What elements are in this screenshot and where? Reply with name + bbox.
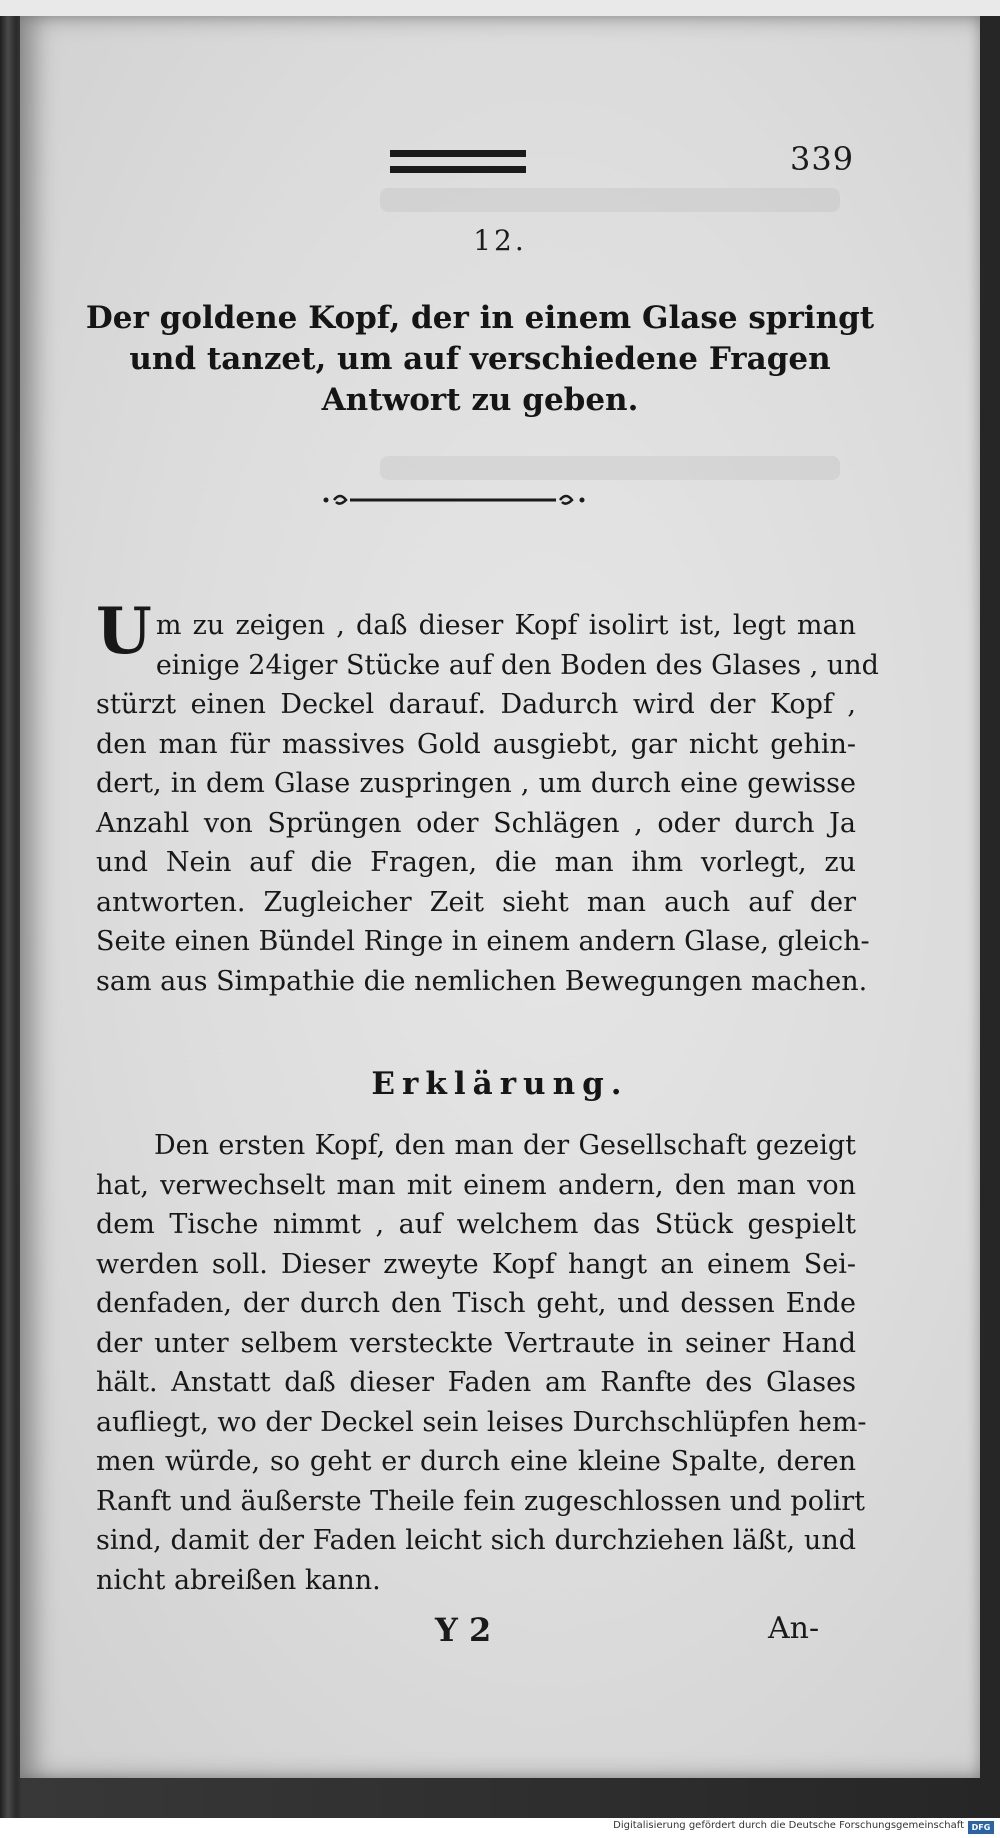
catchword: An- [768, 1611, 820, 1646]
paragraph-intro [96, 594, 879, 1001]
text-line: men würde, so geht er durch eine kleine Spalte, deren [96, 1446, 856, 1477]
text-line: der unter selbem versteckte Vertraute in seiner Hand [96, 1327, 856, 1359]
text-line: dert, in dem Glase zuspringen , um durch eine gewisse [96, 768, 856, 799]
text-line: hält. Anstatt daß dieser Faden am Ranfte des Glases [96, 1367, 856, 1398]
digitization-footer [0, 1818, 1000, 1838]
chapter-heading: Der goldene Kopf, der in einem Glase springt und tanzet, um auf verschiedene Fragen Antwort zu geben. [85, 300, 875, 418]
text-line: sind, damit der Faden leicht sich durchziehen läßt, und [96, 1525, 856, 1556]
paragraph-explanation [96, 1126, 867, 1600]
text-line: Anzahl von Sprüngen oder Schlägen , oder durch Ja [96, 807, 856, 839]
footer-credit: Digitalisierung gefördert durch die Deutsche Forschungsgemeinschaft [613, 1820, 964, 1831]
show-through [380, 456, 840, 480]
text-line: den man für massives Gold ausgiebt, gar nicht gehin- [96, 728, 856, 760]
text-line: einige 24iger Stücke auf den Boden des Glases , und [155, 649, 879, 681]
show-through [380, 188, 840, 212]
text-line: stürzt einen Deckel darauf. Dadurch wird der Kopf , [96, 689, 856, 720]
header-rule [390, 150, 526, 157]
ornament-divider [320, 488, 590, 512]
signature-mark: Y 2 [435, 1611, 492, 1649]
text-line: aufliegt, wo der Deckel sein leises Durchschlüpfen hem- [96, 1406, 867, 1438]
text-line: hat, verwechselt man mit einem andern, den man von [96, 1169, 856, 1201]
drop-cap: U [96, 594, 152, 669]
section-number: 12. [473, 224, 527, 257]
page-number: 339 [790, 140, 855, 178]
dfg-logo: DFG [968, 1821, 994, 1834]
book-page [20, 16, 980, 1778]
scan-top-edge [0, 0, 1000, 16]
text-line: und Nein auf die Fragen, die man ihm vorlegt, zu [96, 847, 856, 878]
text-line: Ranft und äußerste Theile fein zugeschlossen und polirt [96, 1485, 865, 1517]
header-rule [390, 166, 526, 173]
text-line: Den ersten Kopf, den man der Gesellschaft gezeigt [154, 1130, 856, 1161]
subheading: Erklärung. [371, 1066, 629, 1102]
text-line: nicht abreißen kann. [96, 1564, 381, 1596]
text-line: m zu zeigen , daß dieser Kopf isolirt ist, legt man [155, 610, 856, 641]
text-line: werden soll. Dieser zweyte Kopf hangt an einem Sei- [96, 1248, 856, 1280]
text-line: antworten. Zugleicher Zeit sieht man auch auf der [96, 886, 856, 918]
text-line: sam aus Simpathie die nemlichen Bewegungen machen. [96, 965, 868, 997]
text-line: dem Tische nimmt , auf welchem das Stück gespielt [96, 1209, 856, 1240]
text-line: Seite einen Bündel Ringe in einem andern Glase, gleich- [96, 926, 870, 957]
text-line: denfaden, der durch den Tisch geht, und dessen Ende [96, 1288, 856, 1319]
